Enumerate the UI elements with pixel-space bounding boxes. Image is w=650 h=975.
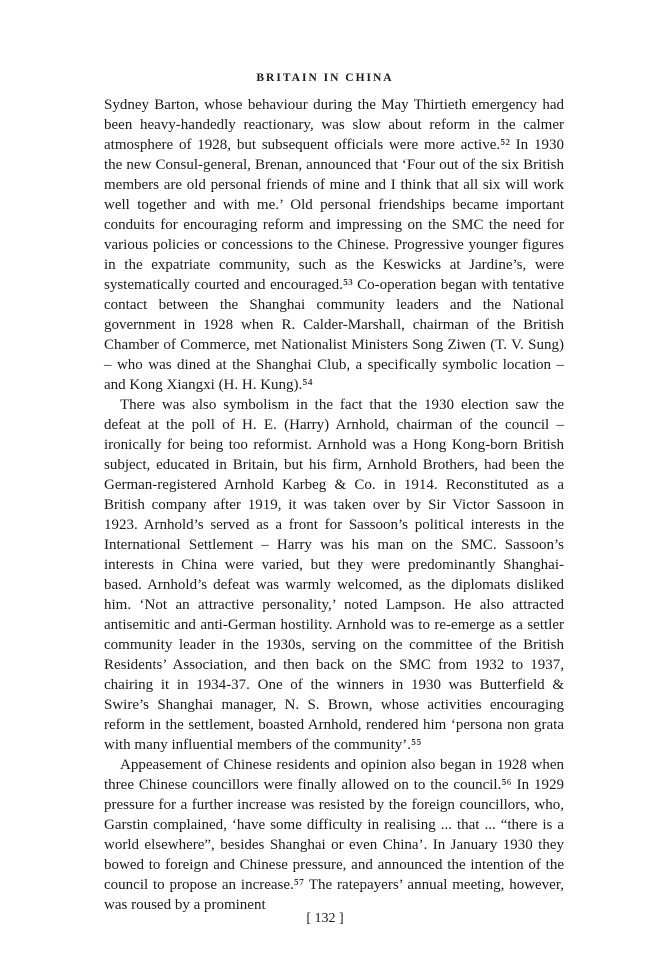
- paragraph-2: There was also symbolism in the fact that the 1930 election saw the defeat at the poll of H. E. (Harry) Arnhold, chairman of the council – ironically for being too reformist. Arnhold was a Hong Kong-born British subject, educated in Britain, but his firm, Arnhold Brothers, had been the German-registered Arnhold Karbeg & Co. in 1914. Reconstituted as a British company after 1919, it was taken over by Sir Victor Sassoon in 1923. Arnhold’s served as a front for Sassoon’s political interests in the International Settlement – Harry was his man on the SMC. Sassoon’s interests in China were varied, but they were predominantly Shanghai-based. Arnhold’s defeat was warmly welcomed, as the diplomats disliked him. ‘Not an attractive personality,’ noted Lampson. He also attracted antisemitic and anti-German hostility. Arnhold was to re-emerge as a settler community leader in the 1930s, serving on the committee of the British Residents’ Association, and then back on the SMC from 1932 to 1937, chairing it in 1934-37. One of the winners in 1930 was Butterfield & Swire’s Shanghai manager, N. S. Brown, whose activities encouraging reform in the settlement, boasted Arnhold, rendered him ‘persona non grata with many influential members of the community’.⁵⁵: [104, 397, 564, 753]
- page-number: [ 132 ]: [306, 911, 344, 926]
- running-head: BRITAIN IN CHINA: [256, 72, 394, 84]
- paragraph-1: Sydney Barton, whose behaviour during the May Thirtieth emergency had been heavy-handedly reactionary, was slow about reform in the calmer atmosphere of 1928, but subsequent officials were more active.⁵² In 1930 the new Consul-general, Brenan, announced that ‘Four out of the six British members are old personal friends of mine and I think that all six will work well together and with me.’ Old personal friendships became important conduits for encouraging reform and impressing on the SMC the need for various policies or concessions to the Chinese. Progressive younger figures in the expatriate community, such as the Keswicks at Jardine’s, were systematically courted and encouraged.⁵³ Co-operation began with tentative contact between the Shanghai community leaders and the National government in 1928 when R. Calder-Marshall, chairman of the British Chamber of Commerce, met Nationalist Ministers Song Ziwen (T. V. Sung) – who was dined at the Shanghai Club, a specifically symbolic location – and Kong Xiangxi (H. H. Kung).⁵⁴: [104, 97, 564, 393]
- body-text: [104, 95, 564, 915]
- paragraph-3: Appeasement of Chinese residents and opinion also began in 1928 when three Chinese councillors were finally allowed on to the council.⁵⁶ In 1929 pressure for a further increase was resisted by the foreign councillors, who, Garstin complained, ‘have some difficulty in realising ... that ... “there is a world elsewhere”, besides Shanghai or even China’. In January 1930 they bowed to foreign and Chinese pressure, and announced the intention of the council to propose an increase.⁵⁷ The ratepayers’ annual meeting, however, was roused by a prominent: [104, 757, 564, 913]
